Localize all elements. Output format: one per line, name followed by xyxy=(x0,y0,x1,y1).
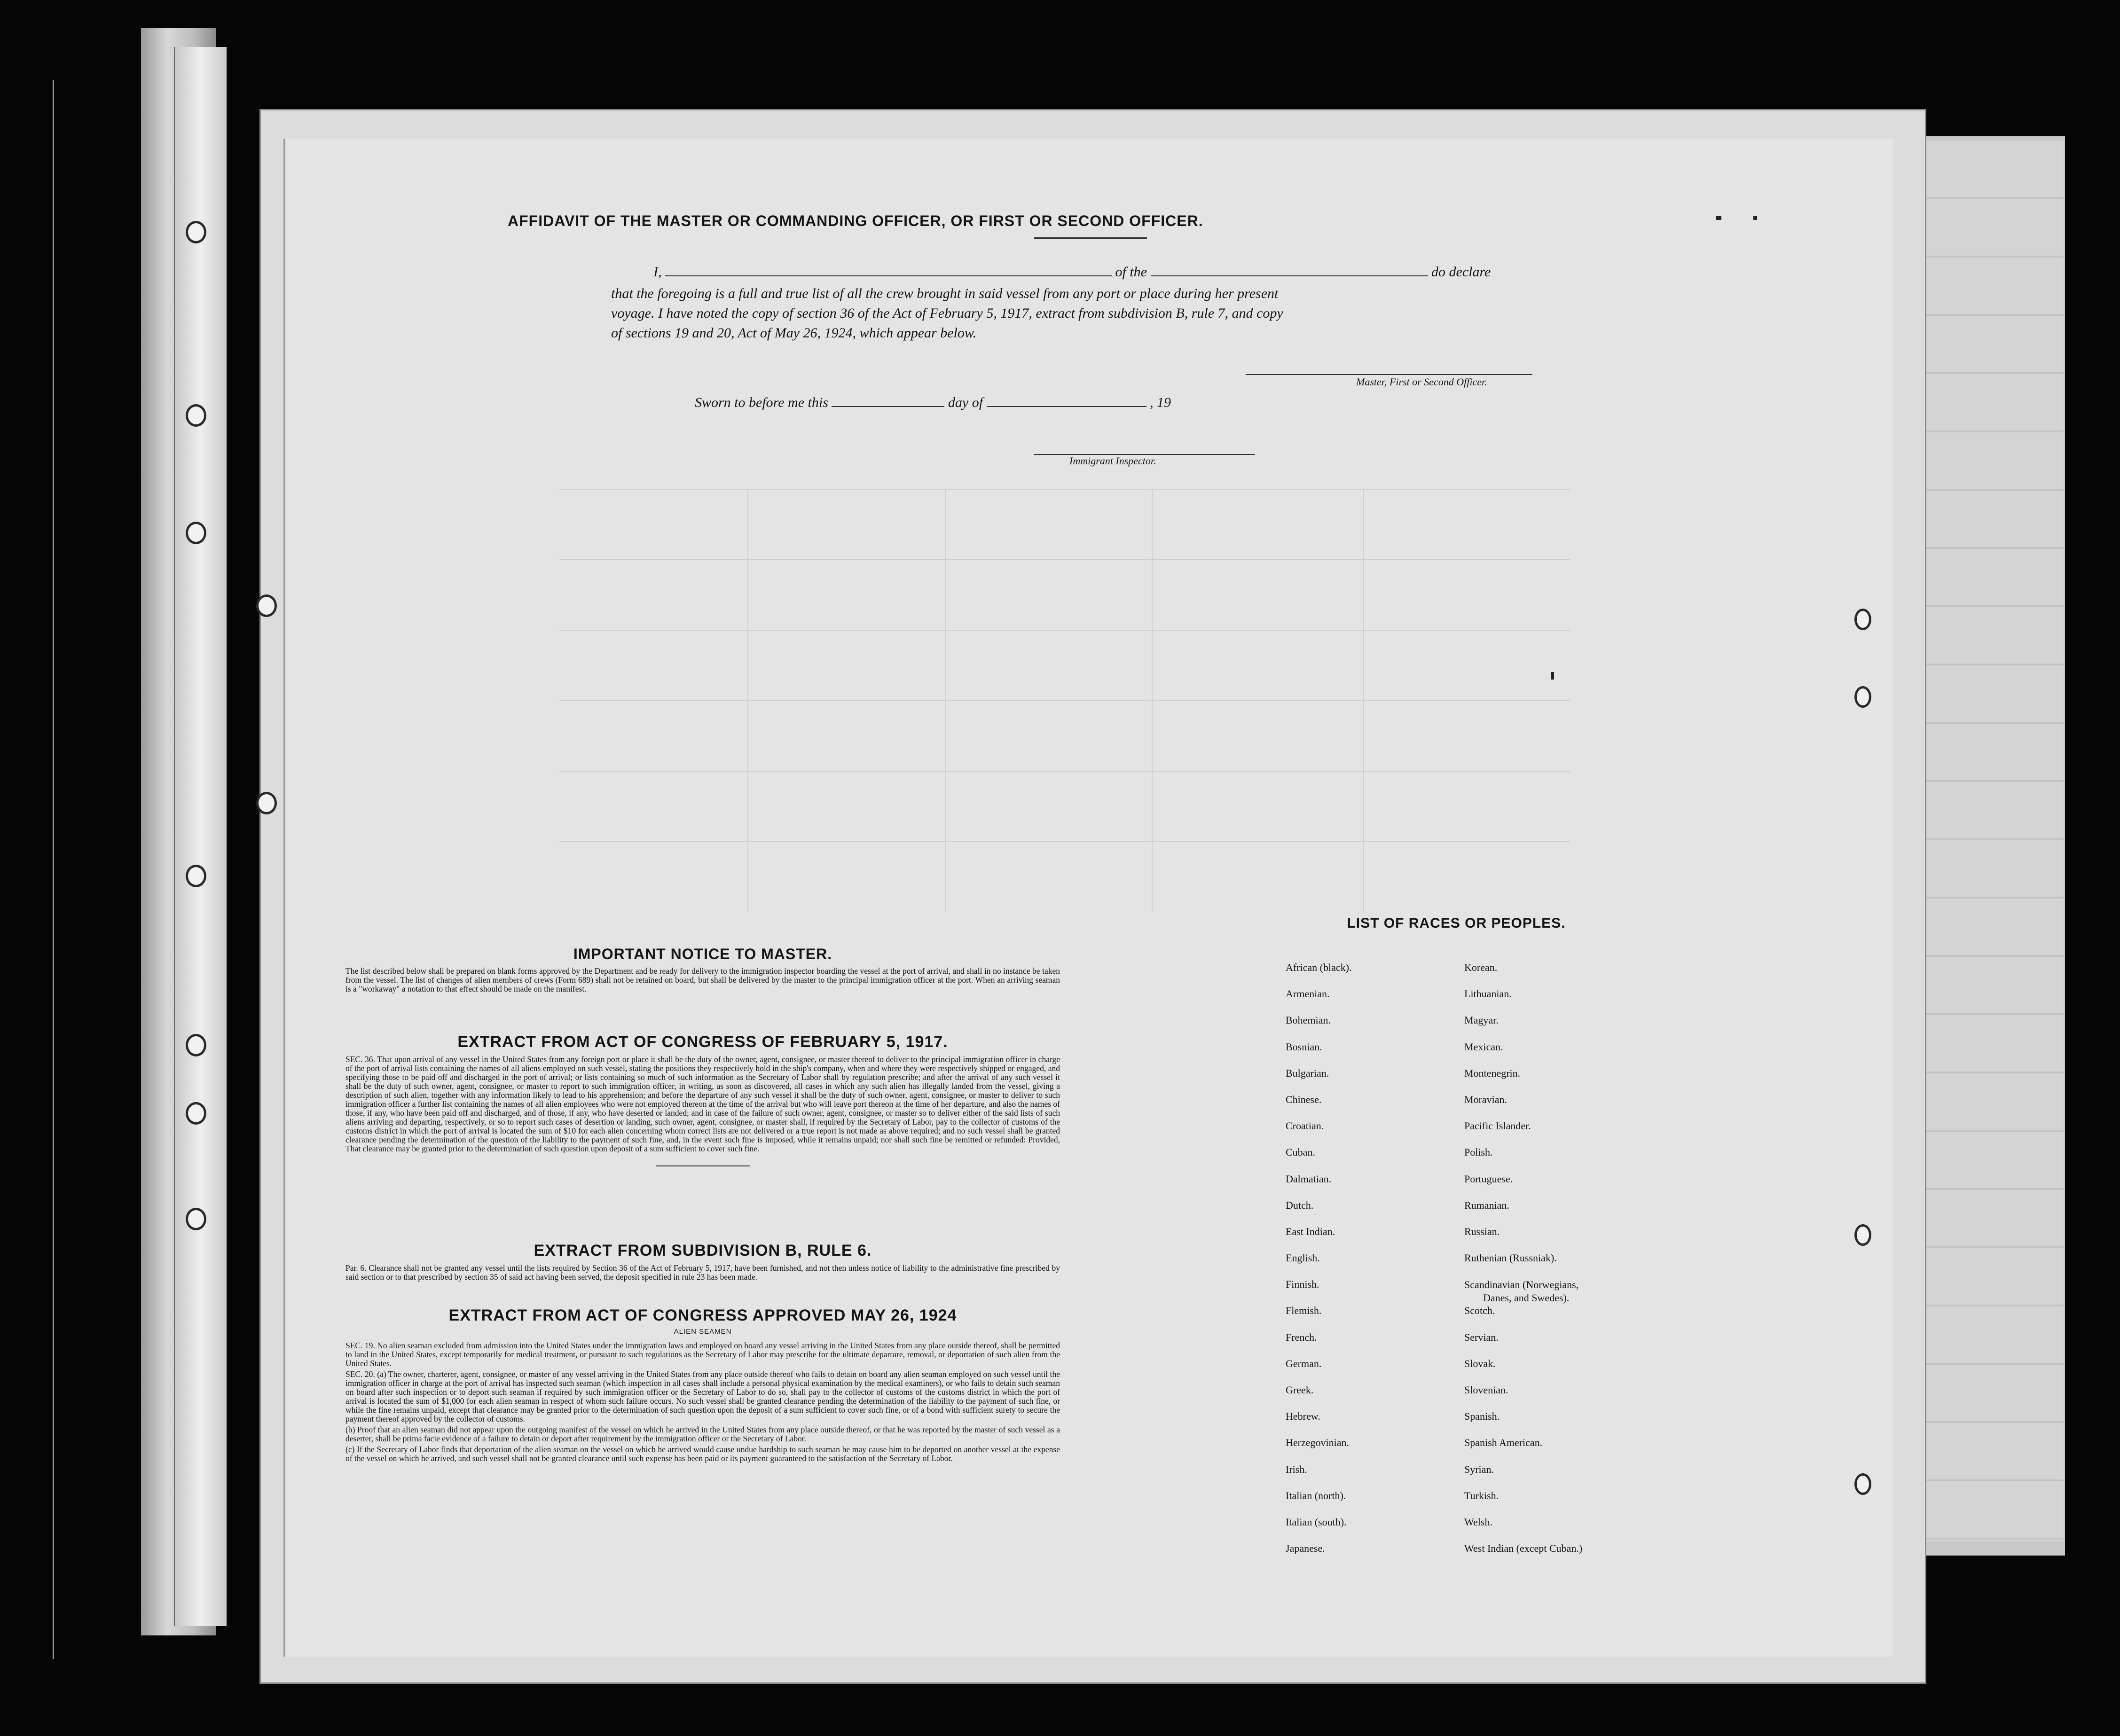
race-label: French. xyxy=(1286,1331,1317,1343)
races-right-column xyxy=(1464,962,1582,1569)
vessel-name-blank[interactable] xyxy=(1151,263,1428,276)
race-item xyxy=(1286,988,1351,1014)
notice-section xyxy=(345,946,1060,993)
affidavit-title: AFFIDAVIT OF THE MASTER OR COMMANDING OFFICER, OR FIRST OR SECOND OFFICER. xyxy=(508,212,1203,229)
officer-signature-label: Master, First or Second Officer. xyxy=(1356,376,1487,388)
race-item xyxy=(1286,1437,1351,1463)
binder-hole xyxy=(186,221,206,243)
race-item xyxy=(1286,1358,1351,1384)
affidavit-line-4: of sections 19 and 20, Act of May 26, 1924, which appear below. xyxy=(611,325,977,341)
race-label: Turkish. xyxy=(1464,1489,1499,1501)
race-label: English. xyxy=(1286,1252,1320,1264)
affidavit-line-3: voyage. I have noted the copy of section 36 of the Act of February 5, 1917, extract from subdivision B, rule 7, and copy xyxy=(611,305,1283,321)
master-name-blank[interactable] xyxy=(665,263,1112,276)
extract-1924-sec19: SEC. 19. No alien seaman excluded from admission into the United States under the immigration laws and employed on board any vessel arriving in the United States from any place outside thereof, shall be permitted to land in the United States, except temporarily for medical treatment, or pursuant to such regulations as the Secretary of Labor may prescribe for the ultimate departure, removal, or deportation of such alien from the United States. xyxy=(345,1341,1060,1368)
race-label: Bosnian. xyxy=(1286,1040,1322,1053)
extract-1917-text: SEC. 36. That upon arrival of any vessel in the United States from any foreign port or place it shall be the duty of the owner, agent, consignee, or master thereof to deliver to the principal immigration officer in charge of the port of arrival lists containing the names of all aliens employed on such vessel, stating the positions they respectively hold in the ship's company, when and where they were respectively shipped or engaged, and specifying those to be paid off and discharged in the port of arrival; or lists containing so much of such information as the Secretary of Labor shall by regulation prescribe; and after the arrival of any such vessel it shall be the duty of such owner, agent, consignee, or master to report to such immigration officer, in writing, as soon as discovered, all cases in which any such alien has illegally landed from the vessel, giving a description of such alien, together with any information likely to lead to his apprehension; and before the departure of any such vessel it shall be the duty of such owner, agent, consignee, or master to deliver to such immigration officer a further list containing the names of all alien employees who were not employed thereon at the time of the arrival but who will leave port thereon at the time of her departure, and also the names of those, if any, who have been paid off and discharged, and of those, if any, who have deserted or landed; and in case of the failure of such owner, agent, consignee, or master so to deliver either of the said lists of such aliens arriving and departing, respectively, or so to report such cases of desertion or landing, such owner, agent, consignee, or master shall, if required by the Secretary of Labor, pay to the collector of customs of the customs district in which the port of arrival is located the sum of $10 for each alien concerning whom correct lists are not delivered or a true report is not made as above required; and no such vessel shall be granted clearance pending the determination of the question of the liability to the payment of such fine, and, in the event such fine is imposed, while it remains unpaid; nor shall such fine be remitted or refunded: Provided, That clearance may be granted prior to the determination of such question upon deposit of a sum sufficient to cover such fine. xyxy=(345,1055,1060,1153)
race-item xyxy=(1286,1094,1351,1120)
race-item xyxy=(1464,1278,1582,1305)
race-item xyxy=(1286,1278,1351,1305)
race-item xyxy=(1286,1173,1351,1199)
show-through-line xyxy=(559,559,1570,560)
race-item xyxy=(1286,1199,1351,1226)
race-label: Spanish American. xyxy=(1464,1437,1543,1449)
race-label: Herzegovinian. xyxy=(1286,1437,1349,1449)
notice-text: The list described below shall be prepared on blank forms approved by the Department and be ready for delivery to the immigration inspector boarding the vessel at the port of arrival, and shall in no instance be taken from the vessel. The list of changes of alien members of crews (Form 689) shall not be retained on board, but shall be delivered by the master to the principal immigration officer at the port. When an arriving seaman is a "workaway" a notation to that effect should be made on the manifest. xyxy=(345,966,1060,993)
race-item xyxy=(1464,1542,1582,1569)
show-through-line xyxy=(1152,489,1153,912)
race-label: Welsh. xyxy=(1464,1516,1492,1528)
race-label: Scotch. xyxy=(1464,1305,1495,1317)
race-label: Cuban. xyxy=(1286,1146,1315,1158)
race-label: Syrian. xyxy=(1464,1463,1494,1475)
race-item xyxy=(1286,1331,1351,1358)
binder-hole xyxy=(186,865,206,887)
sworn-prefix: Sworn to before me this xyxy=(695,395,828,410)
sworn-day-of: day of xyxy=(948,395,983,410)
race-label: Lithuanian. xyxy=(1464,988,1512,1000)
race-item xyxy=(1286,962,1351,988)
race-label: Bohemian. xyxy=(1286,1014,1331,1026)
race-item xyxy=(1286,1146,1351,1173)
inspector-signature-blank[interactable] xyxy=(1034,442,1255,455)
race-item xyxy=(1286,1014,1351,1040)
race-label: Croatian. xyxy=(1286,1120,1324,1132)
race-label: Scandinavian (Norwegians, xyxy=(1464,1279,1579,1291)
officer-signature-blank[interactable] xyxy=(1246,362,1532,375)
race-item xyxy=(1464,1226,1582,1252)
race-label: Flemish. xyxy=(1286,1305,1322,1317)
show-through-line xyxy=(1363,489,1364,912)
race-item xyxy=(1286,1410,1351,1437)
extract-1924-title: EXTRACT FROM ACT OF CONGRESS APPROVED MAY 26, 1924 xyxy=(448,1306,957,1324)
race-item xyxy=(1286,1120,1351,1146)
race-label: German. xyxy=(1286,1357,1322,1369)
affidavit-of-the: of the xyxy=(1115,264,1147,280)
race-label: Pacific Islander. xyxy=(1464,1120,1531,1132)
race-label: Slovak. xyxy=(1464,1357,1496,1369)
race-label: Servian. xyxy=(1464,1331,1499,1343)
race-item xyxy=(1464,1437,1582,1463)
race-item xyxy=(1464,962,1582,988)
binder-hole xyxy=(1854,1224,1871,1246)
title-underline xyxy=(1034,237,1147,239)
race-item xyxy=(1464,1041,1582,1067)
race-label: Italian (north). xyxy=(1286,1489,1346,1501)
race-item xyxy=(1464,1358,1582,1384)
race-item xyxy=(1464,1384,1582,1410)
race-item xyxy=(1464,1146,1582,1173)
binder-hole xyxy=(1854,1473,1871,1495)
races-title: LIST OF RACES OR PEOPLES. xyxy=(1347,915,1566,931)
sworn-day-blank[interactable] xyxy=(832,394,944,407)
race-label: Irish. xyxy=(1286,1463,1307,1475)
race-label: African (black). xyxy=(1286,962,1352,973)
race-item xyxy=(1464,988,1582,1014)
race-item xyxy=(1464,1410,1582,1437)
race-item xyxy=(1464,1305,1582,1331)
race-label: Dutch. xyxy=(1286,1199,1314,1211)
race-label: Greek. xyxy=(1286,1384,1314,1396)
races-left-column xyxy=(1286,962,1351,1569)
extract-1924-sec20c: (c) If the Secretary of Labor finds that deportation of the alien seaman on the vessel on which he arrived would cause undue hardship to such seaman he may cause him to be deported on another vessel at the expense of the vessel on which he arrived, and such vessel shall not be granted clearance until such expense has been paid or its payment guaranteed to the satisfaction of the Secretary of Labor. xyxy=(345,1445,1060,1463)
binding-strip-inner xyxy=(174,47,227,1626)
race-item xyxy=(1286,1041,1351,1067)
show-through-line xyxy=(945,489,946,912)
race-item xyxy=(1464,1252,1582,1278)
race-item xyxy=(1464,1331,1582,1358)
extract-1924-sec20b: (b) Proof that an alien seaman did not appear upon the outgoing manifest of the vessel on which he arrived in the United States from any place outside thereof, or that he was reported by the master of such vessel as a deserter, shall be prima facie evidence of a failure to detain or deport after requirement by the immigration officer or the Secretary of Labor. xyxy=(345,1425,1060,1443)
race-item xyxy=(1464,1490,1582,1516)
show-through-line xyxy=(559,700,1570,701)
race-item xyxy=(1286,1305,1351,1331)
binder-hole xyxy=(186,404,206,427)
race-item xyxy=(1286,1542,1351,1569)
extract-1924-sec20a: SEC. 20. (a) The owner, charterer, agent, consignee, or master of any vessel arriving in the United States from any place outside thereof who fails to detain on board any alien seaman employed on such vessel until the immigration officer in charge at the port of arrival has inspected such seaman (which inspection in all cases shall include a personal physical examination by the medical examiners), or who fails to detain such seaman on board after such inspection or to deport such seaman if required by such immigration officer or the Secretary of Labor to do so, shall pay to the collector of customs of the customs district in which the port of arrival is located the sum of $1,000 for each alien seaman in respect of whom such failure occurs. No such vessel shall be granted clearance pending the determination of the liability to the payment of such fine, or while the fine remains unpaid, except that clearance may be granted prior to the determination of such question upon the deposit of a sum sufficient to cover such fine, or of a bond with sufficient surety to secure the payment thereof approved by the collector of customs. xyxy=(345,1369,1060,1423)
section-divider xyxy=(656,1165,750,1166)
extract-rule6-title: EXTRACT FROM SUBDIVISION B, RULE 6. xyxy=(534,1242,872,1259)
race-label: Japanese. xyxy=(1286,1542,1325,1555)
inspector-signature-label: Immigrant Inspector. xyxy=(1069,455,1156,467)
race-label: Bulgarian. xyxy=(1286,1067,1329,1079)
race-item xyxy=(1286,1226,1351,1252)
race-label: Armenian. xyxy=(1286,988,1330,1000)
binder-hole xyxy=(1854,609,1871,630)
race-item xyxy=(1286,1252,1351,1278)
binder-hole xyxy=(186,1034,206,1056)
race-label: Rumanian. xyxy=(1464,1199,1509,1211)
race-item xyxy=(1286,1490,1351,1516)
race-label: Moravian. xyxy=(1464,1093,1508,1105)
binder-hole xyxy=(186,522,206,544)
show-through-line xyxy=(559,630,1570,631)
race-label: Spanish. xyxy=(1464,1410,1500,1423)
race-label: Slovenian. xyxy=(1464,1384,1508,1396)
race-item xyxy=(1464,1067,1582,1094)
race-label: Dalmatian. xyxy=(1286,1173,1332,1185)
race-item xyxy=(1464,1120,1582,1146)
affidavit-line-1 xyxy=(653,263,1491,280)
sworn-year: , 19 xyxy=(1150,395,1171,410)
race-item xyxy=(1464,1463,1582,1490)
race-label-continuation: Danes, and Swedes). xyxy=(1483,1292,1570,1304)
race-label: Montenegrin. xyxy=(1464,1067,1521,1079)
race-label: Magyar. xyxy=(1464,1014,1499,1026)
extract-1924-section xyxy=(345,1306,1060,1463)
race-label: Italian (south). xyxy=(1286,1516,1347,1528)
binder-hole xyxy=(256,594,277,617)
race-label: East Indian. xyxy=(1286,1225,1335,1237)
show-through-line xyxy=(559,771,1570,772)
show-through-line xyxy=(559,489,1570,490)
scan-edge-line xyxy=(53,80,54,1659)
binder-hole xyxy=(256,792,277,814)
notice-title: IMPORTANT NOTICE TO MASTER. xyxy=(573,946,832,962)
extract-rule6-text: Par. 6. Clearance shall not be granted any vessel until the lists required by Section 36 of the Act of February 5, 1917, have been furnished, and not then unless notice of liability to the administrative fine prescribed by said section or to that prescribed by section 35 of said act having been served, the deposit specified in rule 23 has been made. xyxy=(345,1263,1060,1282)
race-item xyxy=(1464,1516,1582,1542)
race-item xyxy=(1286,1516,1351,1542)
race-label: Polish. xyxy=(1464,1146,1493,1158)
race-label: Finnish. xyxy=(1286,1278,1319,1290)
sworn-line xyxy=(695,394,1171,411)
affidavit-i: I, xyxy=(653,264,662,280)
binder-hole xyxy=(1854,686,1871,708)
scan-mark xyxy=(1753,216,1757,220)
race-item xyxy=(1286,1463,1351,1490)
show-through-line xyxy=(747,489,748,912)
race-label: Chinese. xyxy=(1286,1093,1322,1105)
race-label: West Indian (except Cuban.) xyxy=(1464,1542,1583,1555)
race-label: Mexican. xyxy=(1464,1040,1503,1053)
race-label: Hebrew. xyxy=(1286,1410,1320,1423)
race-item xyxy=(1464,1173,1582,1199)
race-item xyxy=(1286,1067,1351,1094)
extract-1924-subtitle: ALIEN SEAMEN xyxy=(674,1328,732,1336)
scan-mark xyxy=(1551,672,1554,680)
binder-hole xyxy=(186,1208,206,1230)
race-label: Portuguese. xyxy=(1464,1173,1513,1185)
binder-hole xyxy=(186,1102,206,1125)
race-label: Russian. xyxy=(1464,1225,1500,1237)
scan-mark xyxy=(1716,216,1721,220)
race-label: Ruthenian (Russniak). xyxy=(1464,1252,1557,1264)
affidavit-line-2: that the foregoing is a full and true list of all the crew brought in said vessel from any port or place during her present xyxy=(611,286,1279,301)
sworn-month-blank[interactable] xyxy=(987,394,1146,407)
extract-1917-section xyxy=(345,1033,1060,1166)
show-through-line xyxy=(559,841,1570,842)
race-item xyxy=(1464,1199,1582,1226)
race-item xyxy=(1464,1094,1582,1120)
race-item xyxy=(1464,1014,1582,1040)
race-label: Korean. xyxy=(1464,962,1498,973)
extract-1917-title: EXTRACT FROM ACT OF CONGRESS OF FEBRUARY 5, 1917. xyxy=(457,1033,948,1051)
race-item xyxy=(1286,1384,1351,1410)
extract-rule6-section xyxy=(345,1242,1060,1282)
affidavit-do-declare: do declare xyxy=(1431,264,1491,280)
